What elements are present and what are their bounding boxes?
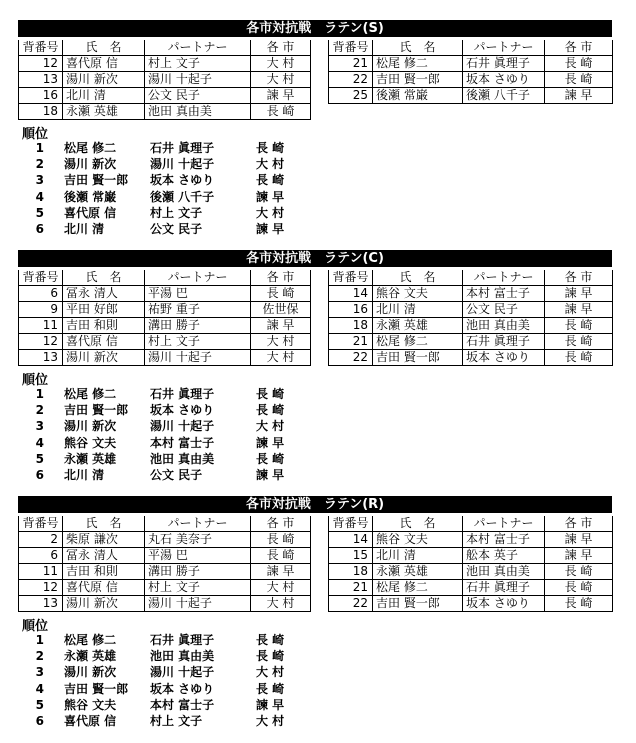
ranking-partner: 公文 民子 (150, 221, 203, 236)
partner-name: 湯川 十起子 (145, 596, 251, 612)
entry-table-left (18, 40, 311, 120)
ranking-city: 大 村 (256, 665, 285, 680)
header-no: 背番号 (19, 270, 63, 286)
ranking-partner: 本村 富士子 (150, 697, 215, 712)
ranking-partner: 後瀬 八千子 (150, 189, 215, 204)
ranking-city: 長 崎 (256, 649, 285, 664)
event-section (18, 250, 612, 480)
ranking-dancer: 湯川 新次 (64, 157, 117, 172)
entry-number: 13 (19, 72, 63, 88)
entry-number: 25 (329, 88, 373, 104)
rank-number: 3 (35, 665, 44, 680)
partner-name: 石井 眞理子 (463, 56, 545, 72)
ranking-city: 長 崎 (256, 141, 285, 155)
table-row (329, 564, 613, 580)
partner-name: 本村 富士子 (463, 532, 545, 548)
ranking-partner: 池田 真由美 (150, 451, 215, 466)
dancer-name: 松尾 修二 (373, 56, 463, 72)
header-partner: パートナー (145, 40, 251, 56)
city-name: 大 村 (251, 580, 311, 596)
partner-name: 池田 真由美 (145, 104, 251, 120)
ranking-partner: 坂本 さゆり (150, 173, 215, 188)
city-name: 諫 早 (545, 302, 613, 318)
rank-number: 3 (35, 173, 44, 188)
table-row (329, 548, 613, 564)
ranking-city: 諫 早 (256, 697, 285, 712)
ranking-city: 諫 早 (256, 467, 285, 482)
header-no: 背番号 (329, 40, 373, 56)
header-city: 各 市 (545, 270, 613, 286)
partner-name: 湯川 十起子 (145, 350, 251, 366)
ranking-dancer: 北川 清 (64, 467, 105, 482)
header-no: 背番号 (19, 516, 63, 532)
section-title-bar: 各市対抗戦 ラテン(S) (18, 20, 612, 37)
entry-number: 6 (19, 548, 63, 564)
city-name: 諫 早 (251, 88, 311, 104)
city-name: 長 崎 (251, 286, 311, 302)
section-title-bar: 各市対抗戦 ラテン(C) (18, 250, 612, 267)
partner-name: 石井 眞理子 (463, 580, 545, 596)
entry-table-right (328, 516, 613, 612)
city-name: 長 崎 (545, 596, 613, 612)
ranking-dancer: 永瀬 英雄 (64, 649, 117, 664)
entry-number: 16 (329, 302, 373, 318)
entry-number: 22 (329, 350, 373, 366)
header-partner: パートナー (463, 40, 545, 56)
rank-number: 5 (35, 205, 44, 220)
table-row (19, 548, 311, 564)
dancer-name: 吉田 賢一郎 (373, 596, 463, 612)
ranking-city: 長 崎 (256, 173, 285, 188)
partner-name: 坂本 さゆり (463, 596, 545, 612)
dancer-name: 喜代原 信 (63, 580, 145, 596)
dancer-name: 吉田 和則 (63, 318, 145, 334)
city-name: 諫 早 (545, 286, 613, 302)
rank-number: 4 (35, 189, 44, 204)
city-name: 大 村 (251, 334, 311, 350)
table-row (329, 286, 613, 302)
table-row (329, 72, 613, 88)
dancer-name: 吉田 和則 (63, 564, 145, 580)
table-row (329, 350, 613, 366)
event-section (18, 496, 612, 726)
partner-name: 池田 真由美 (463, 564, 545, 580)
header-name: 氏 名 (63, 40, 145, 56)
entry-table-right (328, 40, 613, 104)
table-row (19, 532, 311, 548)
ranking-dancer: 吉田 賢一郎 (64, 173, 129, 188)
ranking-dancer: 吉田 賢一郎 (64, 681, 129, 696)
dancer-name: 吉田 賢一郎 (373, 350, 463, 366)
city-name: 長 崎 (545, 580, 613, 596)
entry-number: 22 (329, 596, 373, 612)
ranking-dancer: 松尾 修二 (64, 141, 117, 155)
entry-number: 18 (329, 564, 373, 580)
table-header-row (329, 270, 613, 286)
dancer-name: 平田 好郎 (63, 302, 145, 318)
rank-number: 6 (35, 467, 44, 482)
city-name: 長 崎 (251, 532, 311, 548)
dancer-name: 柴原 謙次 (63, 532, 145, 548)
table-header-row (19, 516, 311, 532)
dancer-name: 永瀬 英雄 (373, 318, 463, 334)
dancer-name: 冨永 清人 (63, 286, 145, 302)
header-name: 氏 名 (63, 270, 145, 286)
table-header-row (329, 40, 613, 56)
table-row (19, 56, 311, 72)
ranking-partner: 村上 文子 (150, 205, 203, 220)
table-row (19, 596, 311, 612)
dancer-name: 熊谷 文夫 (373, 286, 463, 302)
city-name: 大 村 (251, 56, 311, 72)
header-city: 各 市 (545, 40, 613, 56)
table-row (19, 302, 311, 318)
partner-name: 平湯 巴 (145, 548, 251, 564)
dancer-name: 熊谷 文夫 (373, 532, 463, 548)
rank-number: 5 (35, 697, 44, 712)
ranking-dancer: 喜代原 信 (64, 205, 117, 220)
table-header-row (329, 516, 613, 532)
header-city: 各 市 (251, 516, 311, 532)
ranking-city: 大 村 (256, 205, 285, 220)
entry-number: 21 (329, 334, 373, 350)
rank-number: 2 (35, 403, 44, 418)
ranking-dancer: 永瀬 英雄 (64, 451, 117, 466)
ranking-city: 諫 早 (256, 221, 285, 236)
dancer-name: 湯川 新次 (63, 596, 145, 612)
entry-number: 21 (329, 56, 373, 72)
table-row (329, 334, 613, 350)
dancer-name: 北川 清 (63, 88, 145, 104)
rank-number: 2 (35, 649, 44, 664)
entry-number: 22 (329, 72, 373, 88)
ranking-partner: 石井 眞理子 (150, 387, 215, 401)
entry-number: 15 (329, 548, 373, 564)
table-row (19, 350, 311, 366)
dancer-name: 松尾 修二 (373, 580, 463, 596)
city-name: 長 崎 (545, 564, 613, 580)
dancer-name: 後瀬 常巌 (373, 88, 463, 104)
table-header-row (19, 40, 311, 56)
partner-name: 平湯 巴 (145, 286, 251, 302)
partner-name: 公文 民子 (463, 302, 545, 318)
partner-name: 坂本 さゆり (463, 72, 545, 88)
city-name: 諫 早 (251, 564, 311, 580)
table-row (19, 88, 311, 104)
table-row (19, 286, 311, 302)
partner-name: 祐野 重子 (145, 302, 251, 318)
city-name: 長 崎 (545, 318, 613, 334)
city-name: 諫 早 (251, 318, 311, 334)
rank-number: 5 (35, 451, 44, 466)
header-partner: パートナー (145, 270, 251, 286)
city-name: 長 崎 (251, 548, 311, 564)
ranking-partner: 本村 富士子 (150, 435, 215, 450)
header-city: 各 市 (545, 516, 613, 532)
partner-name: 舩本 英子 (463, 548, 545, 564)
city-name: 大 村 (251, 72, 311, 88)
dancer-name: 冨永 清人 (63, 548, 145, 564)
ranking-city: 大 村 (256, 157, 285, 172)
ranking-city: 大 村 (256, 713, 285, 728)
ranking-city: 長 崎 (256, 387, 285, 401)
entry-number: 11 (19, 564, 63, 580)
table-row (329, 302, 613, 318)
city-name: 大 村 (251, 350, 311, 366)
rank-number: 1 (35, 633, 44, 647)
entry-number: 11 (19, 318, 63, 334)
section-title-bar: 各市対抗戦 ラテン(R) (18, 496, 612, 513)
city-name: 長 崎 (545, 56, 613, 72)
entry-number: 12 (19, 56, 63, 72)
header-no: 背番号 (329, 516, 373, 532)
table-row (19, 318, 311, 334)
ranking-dancer: 松尾 修二 (64, 387, 117, 401)
table-row (19, 334, 311, 350)
ranking-partner: 坂本 さゆり (150, 403, 215, 418)
event-section (18, 20, 612, 250)
header-city: 各 市 (251, 40, 311, 56)
entry-number: 9 (19, 302, 63, 318)
ranking-city: 長 崎 (256, 633, 285, 647)
rank-number: 3 (35, 419, 44, 434)
ranking-partner: 石井 眞理子 (150, 633, 215, 647)
dancer-name: 北川 清 (373, 302, 463, 318)
rank-number: 1 (35, 141, 44, 155)
table-row (329, 88, 613, 104)
partner-name: 坂本 さゆり (463, 350, 545, 366)
dancer-name: 永瀬 英雄 (63, 104, 145, 120)
rank-number: 6 (35, 221, 44, 236)
table-row (329, 532, 613, 548)
entry-number: 14 (329, 286, 373, 302)
entry-number: 18 (19, 104, 63, 120)
ranking-partner: 湯川 十起子 (150, 665, 215, 680)
entry-number: 13 (19, 350, 63, 366)
ranking-city: 諫 早 (256, 435, 285, 450)
dancer-name: 湯川 新次 (63, 350, 145, 366)
dancer-name: 永瀬 英雄 (373, 564, 463, 580)
dancer-name: 吉田 賢一郎 (373, 72, 463, 88)
ranking-partner: 坂本 さゆり (150, 681, 215, 696)
header-name: 氏 名 (373, 516, 463, 532)
partner-name: 丸石 美奈子 (145, 532, 251, 548)
rank-number: 2 (35, 157, 44, 172)
ranking-city: 長 崎 (256, 403, 285, 418)
partner-name: 溝田 勝子 (145, 564, 251, 580)
header-no: 背番号 (329, 270, 373, 286)
ranking-dancer: 熊谷 文夫 (64, 697, 117, 712)
entry-number: 14 (329, 532, 373, 548)
partner-name: 湯川 十起子 (145, 72, 251, 88)
city-name: 長 崎 (545, 350, 613, 366)
header-city: 各 市 (251, 270, 311, 286)
entry-number: 6 (19, 286, 63, 302)
partner-name: 溝田 勝子 (145, 318, 251, 334)
table-row (19, 104, 311, 120)
ranking-dancer: 喜代原 信 (64, 713, 117, 728)
partner-name: 池田 真由美 (463, 318, 545, 334)
table-row (329, 596, 613, 612)
city-name: 長 崎 (545, 334, 613, 350)
entry-number: 16 (19, 88, 63, 104)
ranking-partner: 湯川 十起子 (150, 419, 215, 434)
ranking-partner: 村上 文子 (150, 713, 203, 728)
city-name: 佐世保 (251, 302, 311, 318)
header-partner: パートナー (463, 516, 545, 532)
partner-name: 本村 富士子 (463, 286, 545, 302)
ranking-dancer: 湯川 新次 (64, 419, 117, 434)
city-name: 諫 早 (545, 532, 613, 548)
city-name: 諫 早 (545, 548, 613, 564)
table-row (19, 564, 311, 580)
partner-name: 村上 文子 (145, 56, 251, 72)
ranking-city: 諫 早 (256, 189, 285, 204)
dancer-name: 喜代原 信 (63, 334, 145, 350)
ranking-title: 順位 (22, 619, 49, 634)
rank-number: 4 (35, 681, 44, 696)
ranking-dancer: 松尾 修二 (64, 633, 117, 647)
ranking-dancer: 吉田 賢一郎 (64, 403, 129, 418)
entry-number: 13 (19, 596, 63, 612)
city-name: 大 村 (251, 596, 311, 612)
entry-number: 12 (19, 334, 63, 350)
entry-table-left (18, 516, 311, 612)
dancer-name: 松尾 修二 (373, 334, 463, 350)
entry-table-left (18, 270, 311, 366)
entry-number: 12 (19, 580, 63, 596)
header-no: 背番号 (19, 40, 63, 56)
partner-name: 村上 文子 (145, 334, 251, 350)
ranking-dancer: 北川 清 (64, 221, 105, 236)
table-header-row (19, 270, 311, 286)
entry-table-right (328, 270, 613, 366)
table-row (19, 72, 311, 88)
entry-number: 2 (19, 532, 63, 548)
ranking-title: 順位 (22, 127, 49, 142)
city-name: 諫 早 (545, 88, 613, 104)
ranking-city: 長 崎 (256, 681, 285, 696)
header-partner: パートナー (463, 270, 545, 286)
dancer-name: 北川 清 (373, 548, 463, 564)
rank-number: 1 (35, 387, 44, 401)
partner-name: 公文 民子 (145, 88, 251, 104)
dancer-name: 喜代原 信 (63, 56, 145, 72)
header-partner: パートナー (145, 516, 251, 532)
ranking-city: 長 崎 (256, 451, 285, 466)
entry-number: 18 (329, 318, 373, 334)
ranking-partner: 湯川 十起子 (150, 157, 215, 172)
ranking-partner: 池田 真由美 (150, 649, 215, 664)
table-row (329, 56, 613, 72)
ranking-partner: 公文 民子 (150, 467, 203, 482)
partner-name: 村上 文子 (145, 580, 251, 596)
ranking-dancer: 湯川 新次 (64, 665, 117, 680)
header-name: 氏 名 (373, 40, 463, 56)
rank-number: 4 (35, 435, 44, 450)
header-name: 氏 名 (373, 270, 463, 286)
city-name: 長 崎 (251, 104, 311, 120)
entry-number: 21 (329, 580, 373, 596)
table-row (329, 580, 613, 596)
city-name: 長 崎 (545, 72, 613, 88)
partner-name: 後瀬 八千子 (463, 88, 545, 104)
ranking-city: 大 村 (256, 419, 285, 434)
table-row (19, 580, 311, 596)
ranking-title: 順位 (22, 373, 49, 388)
rank-number: 6 (35, 713, 44, 728)
partner-name: 石井 眞理子 (463, 334, 545, 350)
dancer-name: 湯川 新次 (63, 72, 145, 88)
table-row (329, 318, 613, 334)
ranking-dancer: 熊谷 文夫 (64, 435, 117, 450)
ranking-dancer: 後瀬 常巌 (64, 189, 117, 204)
header-name: 氏 名 (63, 516, 145, 532)
ranking-partner: 石井 眞理子 (150, 141, 215, 155)
